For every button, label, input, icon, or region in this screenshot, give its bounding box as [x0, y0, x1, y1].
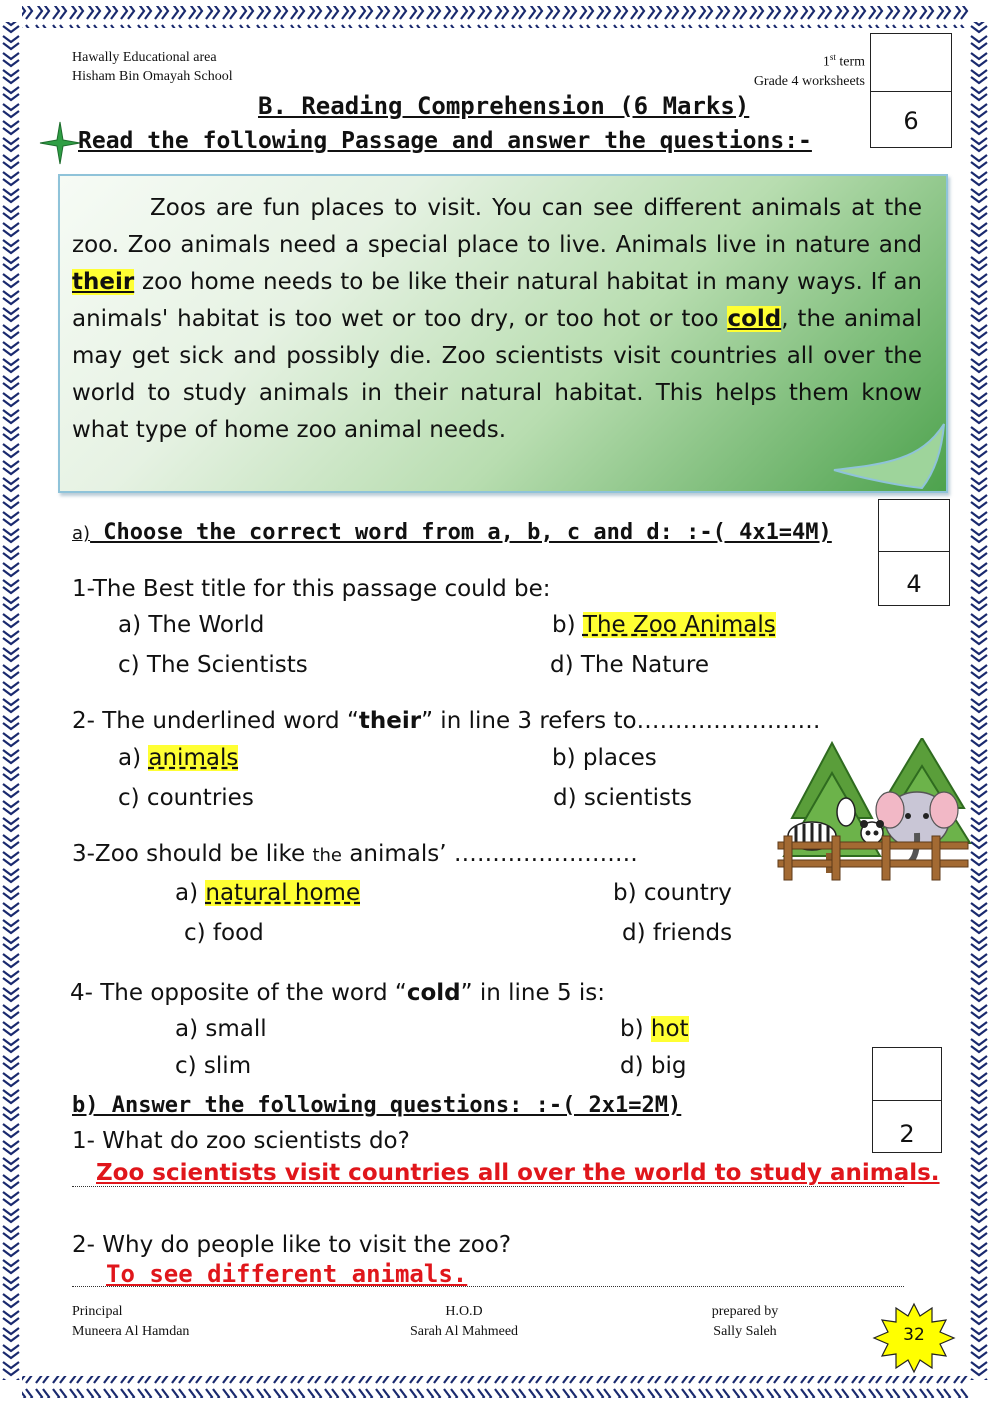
instruction: Read the following Passage and answer the questions:- [78, 128, 812, 154]
footer-prepared-by: prepared by Sally Saleh [711, 1304, 779, 1339]
part-a-score: 4 [906, 570, 922, 598]
star-bullet-icon [38, 120, 82, 166]
page-title: B. Reading Comprehension (6 Marks) [258, 92, 750, 120]
q4-option-b: b) hot [620, 1016, 689, 1042]
zoo-animals-illustration [772, 738, 972, 886]
highlight-cold: cold [727, 306, 782, 332]
page-number: 32 [903, 1325, 925, 1345]
reading-passage: Zoos are fun places to visit. You can see different animals at the zoo. Zoo animals need a special place to live. Animals live in nature and their zoo home needs to be like their natural habitat in many ways. If an animals' habitat is too wet or too dry, or too hot or too cold, the animal may get sick and possibly die. Zoo scientists visit countries all over the world to study animals in their natural habitat. This helps them know what type of home zoo animal needs. [72, 195, 922, 443]
footer-principal: Principal Muneera Al Hamdan [72, 1304, 190, 1339]
q4-option-c: c) slim [175, 1053, 252, 1079]
q4-option-a: a) small [175, 1016, 267, 1042]
q2-option-c: c) countries [118, 785, 254, 811]
header-left [72, 48, 233, 86]
q3-option-b: b) country [613, 880, 732, 906]
school-name: Hisham Bin Omayah School [72, 69, 233, 84]
q2-option-d: d) scientists [553, 785, 693, 811]
header-right [733, 48, 865, 91]
question-4: 4- The opposite of the word “cold” in line 5 is: [70, 980, 606, 1006]
section-a-heading: a) Choose the correct word from a, b, c and d: :-( 4x1=4M) [72, 520, 832, 545]
term-label: 1st term [822, 52, 865, 70]
part-b-score: 2 [899, 1120, 915, 1148]
question-2: 2- The underlined word “their” in line 3 refers to…………………… [72, 708, 821, 734]
q4-option-d: d) big [620, 1053, 687, 1079]
q3-option-a: a) natural home [175, 880, 361, 906]
section-b-answer-1: Zoo scientists visit countries all over the world to study animals. [96, 1160, 940, 1186]
q1-option-a: a) The World [118, 612, 265, 638]
educational-area: Hawally Educational area [72, 50, 217, 65]
q3-option-d: d) friends [622, 920, 733, 946]
total-score: 6 [903, 107, 919, 135]
q3-option-c: c) food [184, 920, 264, 946]
footer-hod: H.O.D Sarah Al Mahmeed [409, 1304, 519, 1339]
q2-option-a: a) animals [118, 745, 239, 771]
part-a-score-box [878, 499, 950, 606]
section-b-answer-2: To see different animals. [106, 1260, 468, 1288]
question-1: 1-The Best title for this passage could be: [72, 576, 551, 602]
q1-option-c: c) The Scientists [118, 652, 308, 678]
total-score-box [870, 33, 952, 148]
highlight-their: their [72, 269, 135, 295]
grade-label: Grade 4 worksheets [753, 73, 865, 89]
q1-option-b: b) The Zoo Animals [552, 612, 776, 638]
section-b-heading: b) Answer the following questions: :-( 2x1=2M) [72, 1093, 682, 1118]
question-3: 3-Zoo should be like the animals’ …………………… [72, 841, 638, 867]
q1-option-d: d) The Nature [550, 652, 709, 678]
part-b-score-box [872, 1047, 942, 1153]
answer-line-1 [72, 1186, 904, 1187]
q2-option-b: b) places [552, 745, 657, 771]
section-b-question-2: 2- Why do people like to visit the zoo? [72, 1232, 512, 1258]
section-b-question-1: 1- What do zoo scientists do? [72, 1128, 410, 1154]
